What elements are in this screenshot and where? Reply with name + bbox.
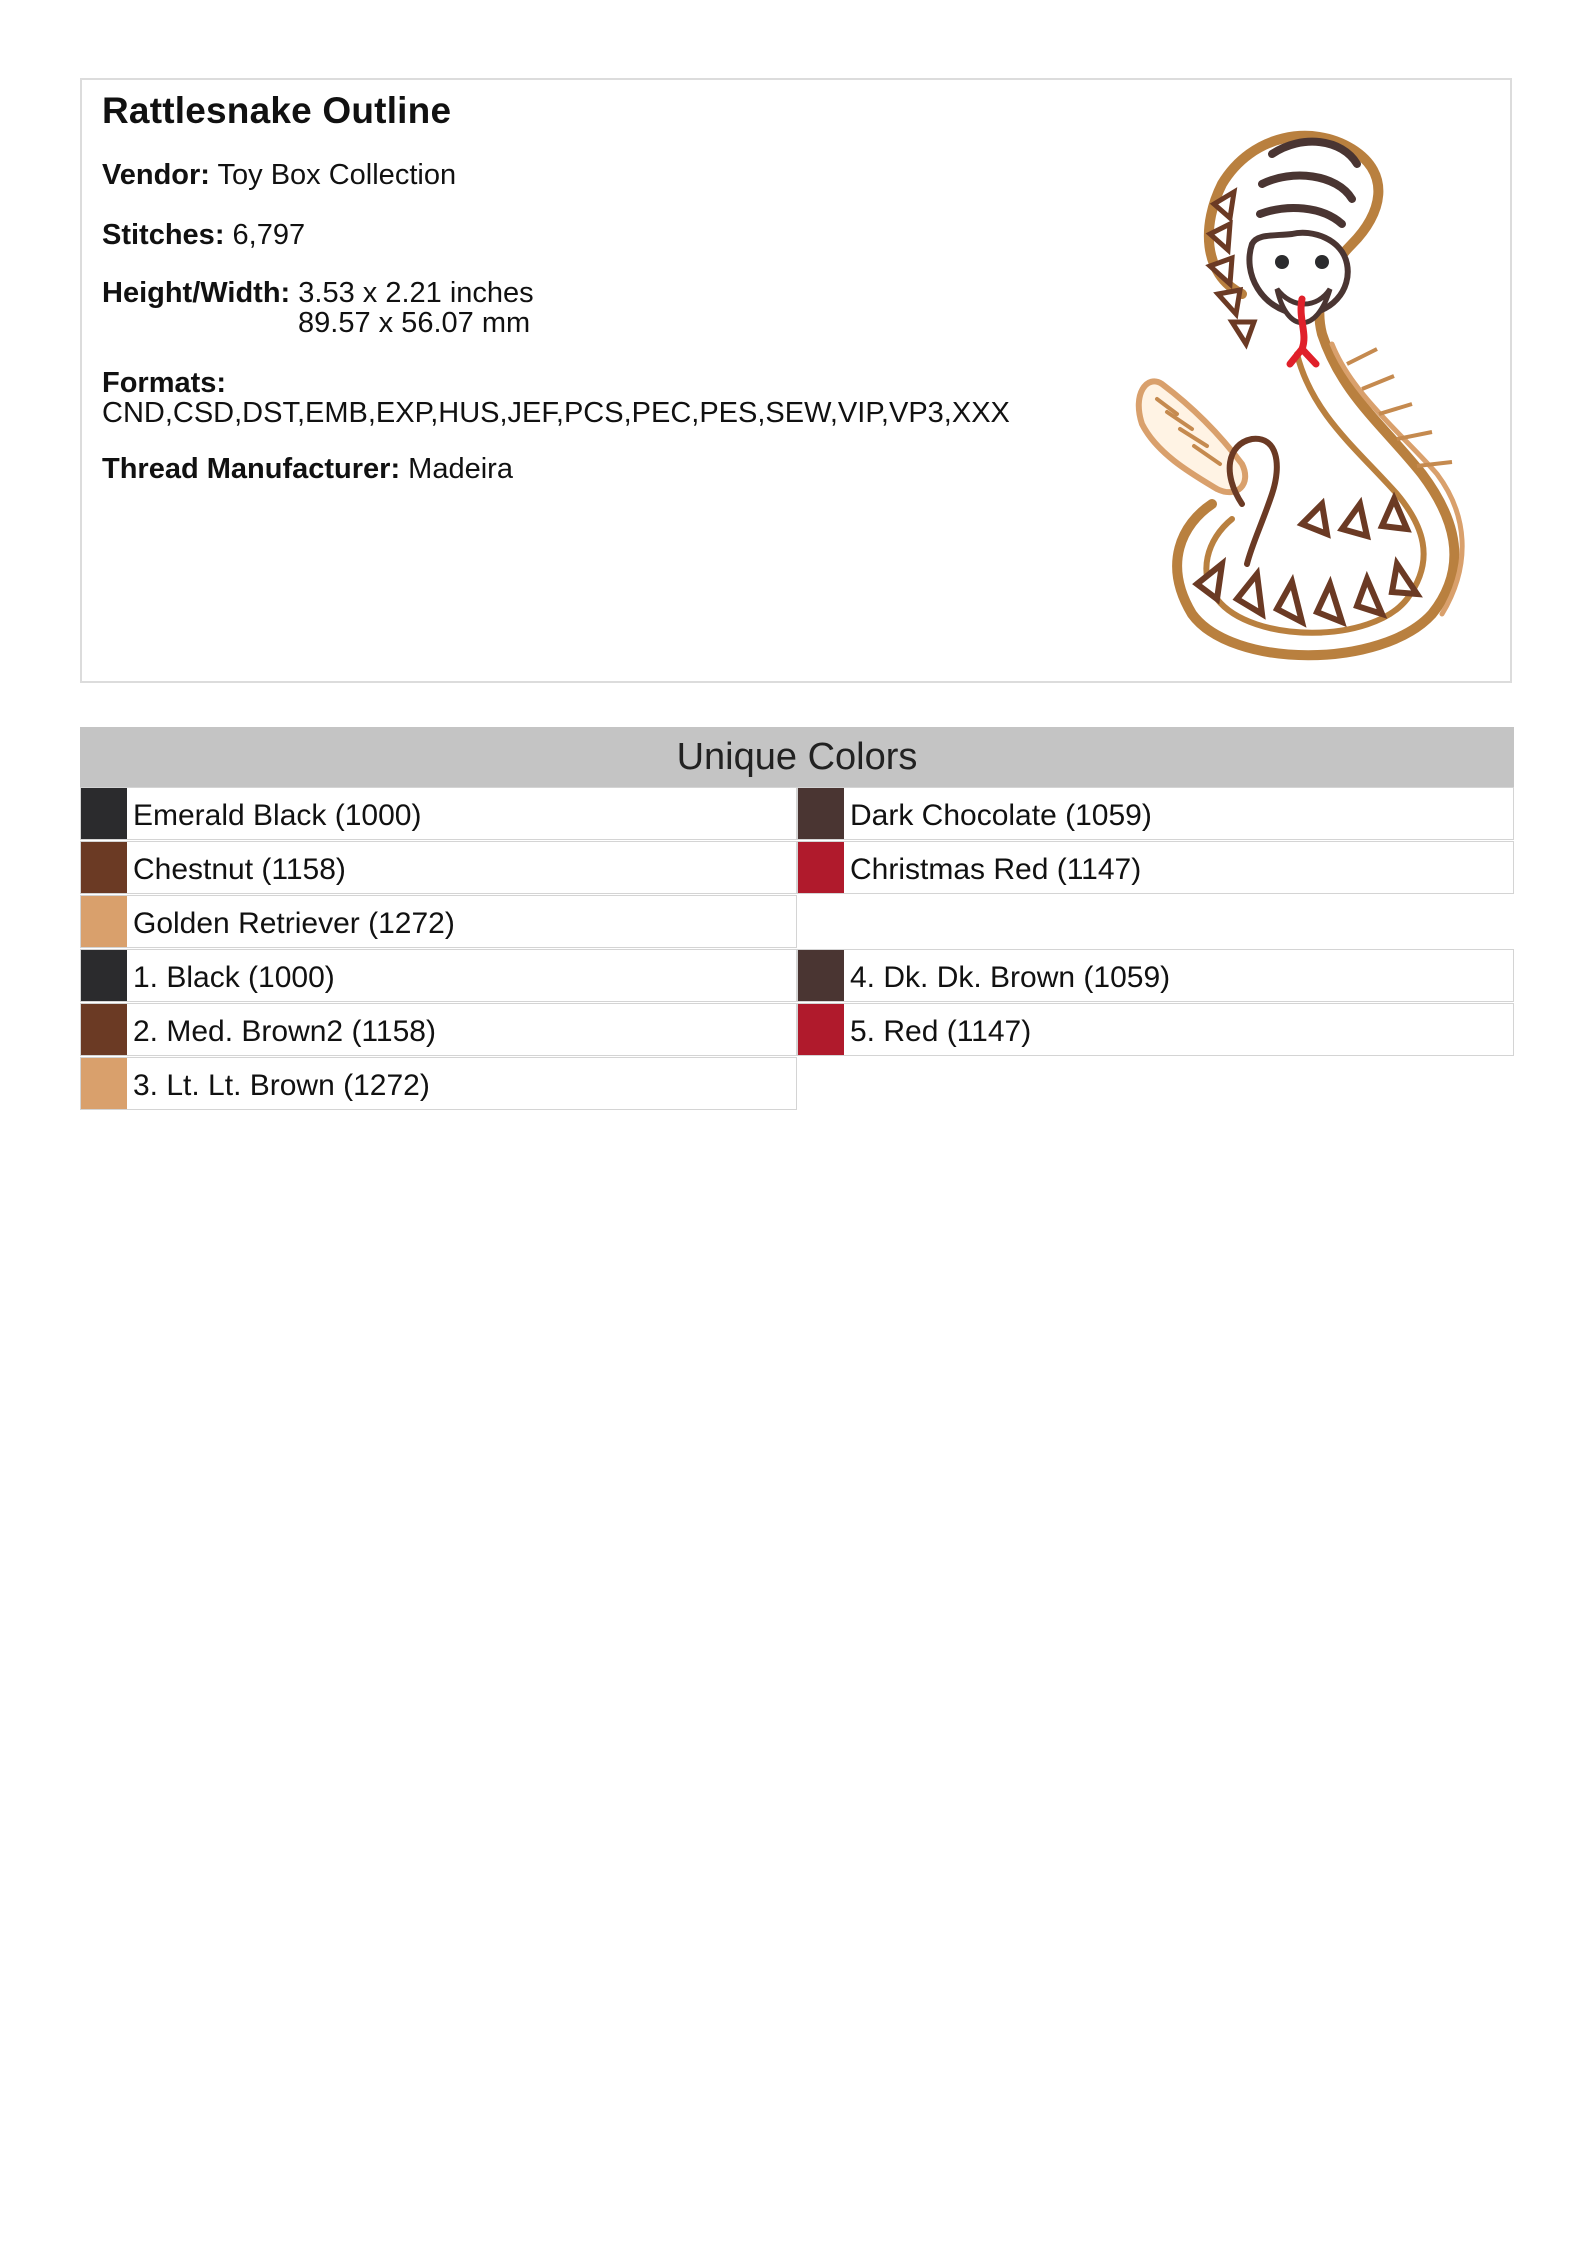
vendor-label: Vendor: <box>102 159 210 191</box>
color-swatch <box>81 842 127 893</box>
color-swatch <box>81 1004 127 1055</box>
color-label: 2. Med. Brown2 (1158) <box>133 1015 436 1048</box>
color-cell <box>80 949 797 1002</box>
stitches-label: Stitches: <box>102 219 225 251</box>
color-row <box>80 841 1514 895</box>
design-title: Rattlesnake Outline <box>102 90 452 131</box>
color-cell <box>797 1003 1514 1056</box>
design-info-card <box>80 78 1512 683</box>
formats-field <box>102 368 1010 428</box>
formats-label: Formats: <box>102 367 227 399</box>
formats-value: CND,CSD,DST,EMB,EXP,HUS,JEF,PCS,PEC,PES,SEW,VIP,VP3,XXX <box>102 397 1010 429</box>
color-row <box>80 1003 1514 1057</box>
color-row <box>80 949 1514 1003</box>
color-label: 3. Lt. Lt. Brown (1272) <box>133 1069 430 1102</box>
stitches-field <box>102 220 305 250</box>
color-cell <box>80 841 797 894</box>
color-swatch <box>798 1004 844 1055</box>
color-swatch <box>81 788 127 839</box>
color-swatch <box>798 788 844 839</box>
vendor-field <box>102 160 456 190</box>
vendor-value: Toy Box Collection <box>217 159 457 191</box>
color-label: Golden Retriever (1272) <box>133 907 455 940</box>
color-cell <box>797 949 1514 1002</box>
color-label: 5. Red (1147) <box>850 1015 1032 1048</box>
color-cell <box>797 787 1514 840</box>
stitches-value: 6,797 <box>232 219 306 251</box>
size-field <box>102 278 534 338</box>
color-label: Dark Chocolate (1059) <box>850 799 1152 832</box>
size-label: Height/Width: <box>102 277 291 309</box>
color-cell <box>80 895 797 948</box>
color-swatch <box>81 896 127 947</box>
color-label: 4. Dk. Dk. Brown (1059) <box>850 961 1171 994</box>
thread-value: Madeira <box>408 453 513 485</box>
unique-colors-header: Unique Colors <box>80 727 1514 787</box>
thread-label: Thread Manufacturer: <box>102 453 401 485</box>
color-swatch <box>81 950 127 1001</box>
color-row <box>80 895 1514 949</box>
color-cell <box>80 1003 797 1056</box>
color-label: 1. Black (1000) <box>133 961 335 994</box>
unique-colors-table <box>80 727 1514 1111</box>
color-cell <box>797 841 1514 894</box>
color-cell <box>80 1057 797 1110</box>
color-swatch <box>798 842 844 893</box>
color-cell <box>80 787 797 840</box>
color-row <box>80 787 1514 841</box>
color-label: Chestnut (1158) <box>133 853 346 886</box>
rattlesnake-embroidery-image <box>1102 94 1502 674</box>
color-row <box>80 1057 1514 1111</box>
color-swatch <box>81 1058 127 1109</box>
color-swatch <box>798 950 844 1001</box>
color-label: Emerald Black (1000) <box>133 799 422 832</box>
size-inches-value: 3.53 x 2.21 inches <box>298 277 534 309</box>
size-mm-value: 89.57 x 56.07 mm <box>298 307 531 339</box>
thread-field <box>102 454 513 484</box>
color-label: Christmas Red (1147) <box>850 853 1142 886</box>
